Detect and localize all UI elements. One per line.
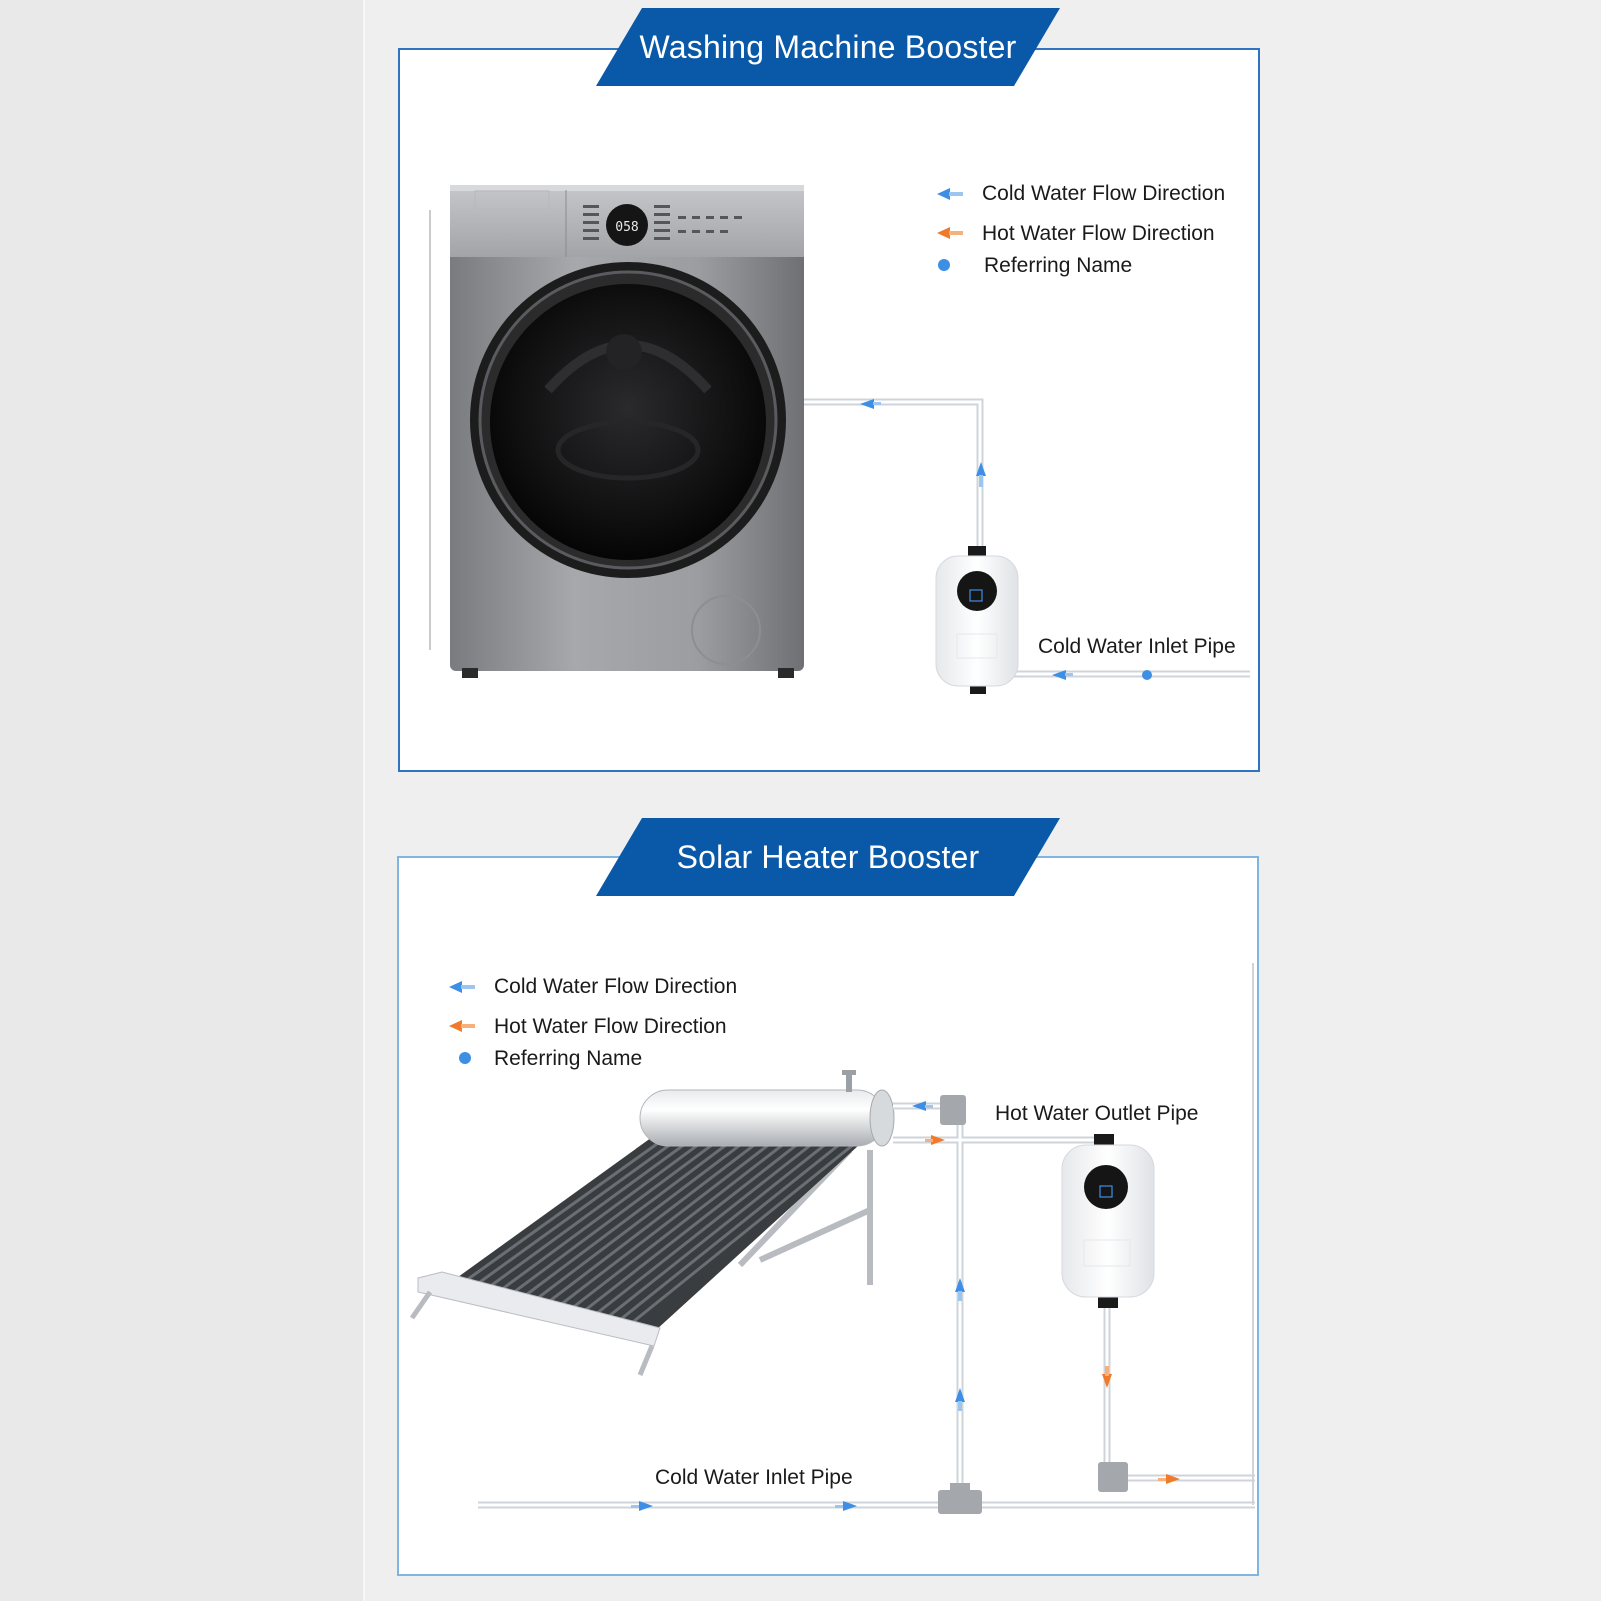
washing-machine-title: Washing Machine Booster — [639, 28, 1017, 65]
solar-legend-cold-row — [446, 975, 737, 999]
solar-cold-water-inlet-label: Cold Water Inlet Pipe — [655, 1466, 853, 1489]
legend-cold-label: Cold Water Flow Direction — [982, 182, 1226, 205]
solar-legend-ref-row — [446, 1047, 642, 1071]
solar-water-heater — [412, 1070, 894, 1375]
solar-legend-ref-label: Referring Name — [494, 1047, 643, 1070]
legend-ref-label: Referring Name — [984, 254, 1133, 277]
booster-pump-2 — [1062, 1134, 1154, 1308]
solar-legend-hot-row — [446, 1015, 727, 1039]
cold-arrow-icon — [446, 975, 494, 999]
solar-heater-title: Solar Heater Booster — [676, 838, 980, 875]
hot-water-outlet-label: Hot Water Outlet Pipe — [995, 1102, 1199, 1125]
referring-dot-icon — [446, 1047, 494, 1071]
solar-legend-hot-label: Hot Water Flow Direction — [494, 1015, 727, 1038]
solar-legend-cold-label: Cold Water Flow Direction — [494, 975, 738, 998]
cold-water-inlet-label: Cold Water Inlet Pipe — [1038, 635, 1236, 658]
legend-hot-label: Hot Water Flow Direction — [982, 222, 1215, 245]
hot-arrow-icon — [446, 1015, 494, 1039]
washer-display-digits: 058 — [615, 220, 639, 235]
